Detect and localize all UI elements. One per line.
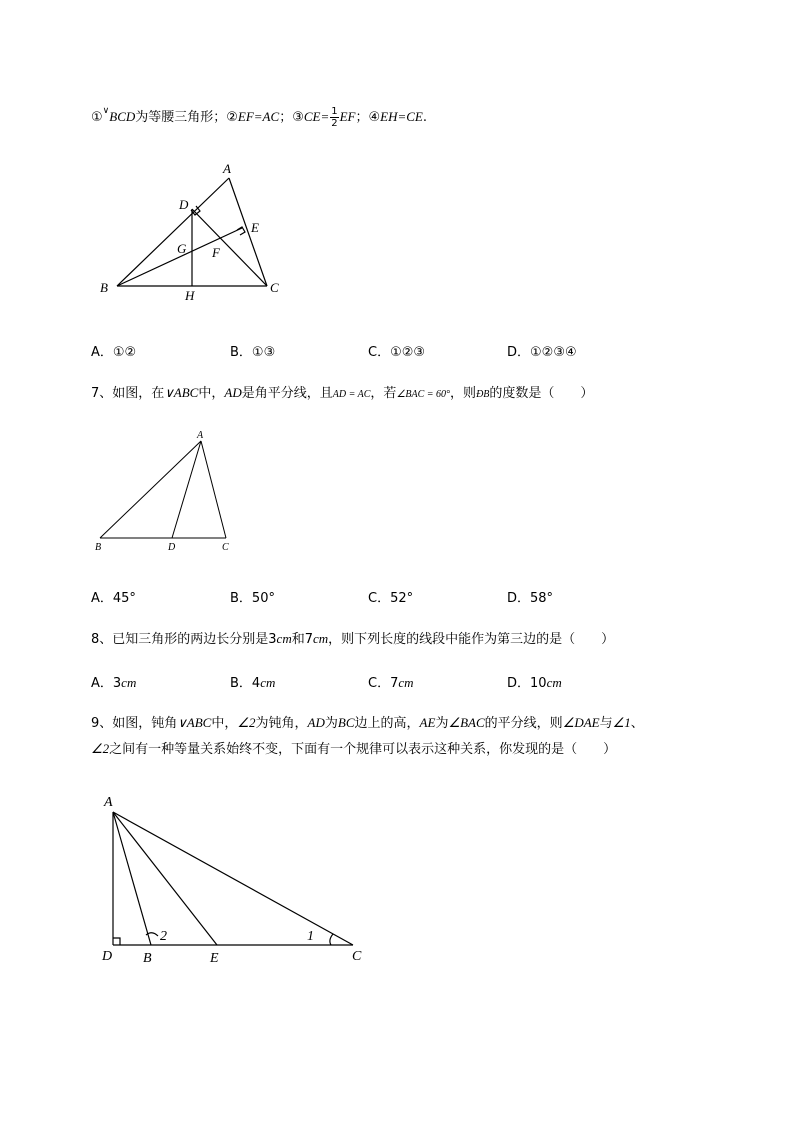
q8-option-a-label: A．3 bbox=[91, 676, 122, 691]
q7-option-d[interactable]: D．58° bbox=[507, 591, 554, 606]
q8-suffix: ，则下列长度的线段中能作为第三边的是（ ） bbox=[328, 632, 615, 647]
q9-text-d: 为 bbox=[324, 716, 338, 731]
q6-label-d: D bbox=[179, 197, 189, 212]
q9-text-g: 的平分线，则 bbox=[484, 716, 563, 731]
q7-target: ÐB bbox=[476, 389, 490, 400]
q6-option-a[interactable]: A．①② bbox=[91, 345, 137, 360]
q8-option-d-unit: cm bbox=[546, 675, 562, 690]
q6-label-c: C bbox=[270, 280, 279, 295]
q6-period: . bbox=[422, 110, 428, 125]
q9-label-e: E bbox=[210, 951, 219, 966]
q6-label-e: E bbox=[251, 220, 259, 235]
q7-text-1: 中， bbox=[198, 386, 225, 401]
q9-line2-text: 之间有一种等量关系始终不变，下面有一个规律可以表示这种关系，你发现的是（ ） bbox=[109, 742, 617, 757]
q8-unit-2: cm bbox=[313, 631, 329, 646]
q7-text-3: ，若 bbox=[370, 386, 397, 401]
q8-option-c-unit: cm bbox=[398, 675, 414, 690]
q7-suffix: 的度数是（ ） bbox=[489, 386, 594, 401]
q6-eh-ce: EH=CE bbox=[380, 109, 423, 124]
q9-label-d: D bbox=[102, 949, 113, 964]
q7-label-b: B bbox=[95, 542, 102, 553]
q7-prefix: 7、如图，在 bbox=[91, 386, 165, 401]
frac-denominator: 2 bbox=[331, 118, 338, 129]
q9-bc: BC bbox=[337, 715, 355, 730]
q9-dae: ∠DAE bbox=[562, 715, 600, 730]
q8-option-d-label: D．10 bbox=[507, 676, 547, 691]
q7-text-2: 是角平分线，且 bbox=[241, 386, 333, 401]
q6-label-f: F bbox=[212, 245, 220, 260]
q9-label-2: 2 bbox=[160, 929, 167, 944]
q9-text-f: 为 bbox=[435, 716, 449, 731]
q6-option-d[interactable]: D．①②③④ bbox=[507, 345, 577, 360]
q6-bcd: BCD bbox=[109, 109, 136, 124]
q8-prefix: 8、已知三角形的两边长分别是3 bbox=[91, 632, 277, 647]
q7-text-4: ，则 bbox=[450, 386, 477, 401]
q9-label-c: C bbox=[352, 949, 362, 964]
q6-ef-ac: EF=AC bbox=[237, 109, 280, 124]
q9-text-i: 、 bbox=[630, 716, 644, 731]
q6-label-g: G bbox=[177, 241, 187, 256]
q9-triangle: ∨ABC bbox=[177, 715, 212, 730]
q9-label-1: 1 bbox=[307, 929, 314, 944]
q9-label-a: A bbox=[104, 795, 113, 810]
q6-ef: EF bbox=[339, 109, 356, 124]
q6-option-b[interactable]: B．①③ bbox=[230, 345, 276, 360]
q9-text-e: 边上的高， bbox=[354, 716, 420, 731]
q8-unit-1: cm bbox=[276, 631, 292, 646]
q6-circled-1: ① bbox=[91, 110, 103, 125]
q7-label-c: C bbox=[222, 542, 229, 553]
q9-ad: AD bbox=[307, 715, 325, 730]
q6-text-2: 为等腰三角形；② bbox=[135, 110, 238, 125]
q6-label-a: A bbox=[223, 161, 231, 176]
q8-option-b-label: B．4 bbox=[230, 676, 261, 691]
q7-angle: ∠BAC = 60° bbox=[396, 389, 451, 400]
q7-label-a: A bbox=[197, 430, 204, 441]
q9-angle-2-line2: ∠2 bbox=[91, 741, 110, 756]
q9-text-c: 为钝角， bbox=[255, 716, 308, 731]
q7-option-a[interactable]: A．45° bbox=[91, 591, 136, 606]
q6-text-4: ；④ bbox=[355, 110, 381, 125]
q8-option-b-unit: cm bbox=[260, 675, 276, 690]
q9-text-h: 与 bbox=[599, 716, 613, 731]
q7-triangle: ∨ABC bbox=[164, 385, 199, 400]
q9-text-a: 9、如图，钝角 bbox=[91, 716, 178, 731]
q6-label-h: H bbox=[185, 288, 195, 303]
q9-label-b: B bbox=[143, 951, 152, 966]
q8-mid: 和7 bbox=[291, 632, 313, 647]
q7-option-c[interactable]: C．52° bbox=[368, 591, 414, 606]
q7-label-d: D bbox=[168, 542, 176, 553]
q8-option-c-label: C．7 bbox=[368, 676, 399, 691]
q6-text-3: ；③ bbox=[279, 110, 304, 125]
frac-numerator: 1 bbox=[331, 106, 338, 117]
q9-bac: ∠BAC bbox=[448, 715, 485, 730]
q9-angle-2: ∠2 bbox=[237, 715, 256, 730]
q7-option-b[interactable]: B．50° bbox=[230, 591, 275, 606]
q7-equation: AD = AC bbox=[332, 389, 371, 400]
q8-option-a-unit: cm bbox=[121, 675, 137, 690]
q7-ad: AD bbox=[224, 385, 242, 400]
q6-ce: CE= bbox=[303, 109, 330, 124]
q9-ae: AE bbox=[419, 715, 436, 730]
q9-angle-1: ∠1 bbox=[612, 715, 631, 730]
q9-text-b: 中， bbox=[211, 716, 238, 731]
triangle-symbol: ∨ bbox=[102, 106, 110, 116]
q6-label-b: B bbox=[100, 280, 108, 295]
q6-option-c[interactable]: C．①②③ bbox=[368, 345, 426, 360]
